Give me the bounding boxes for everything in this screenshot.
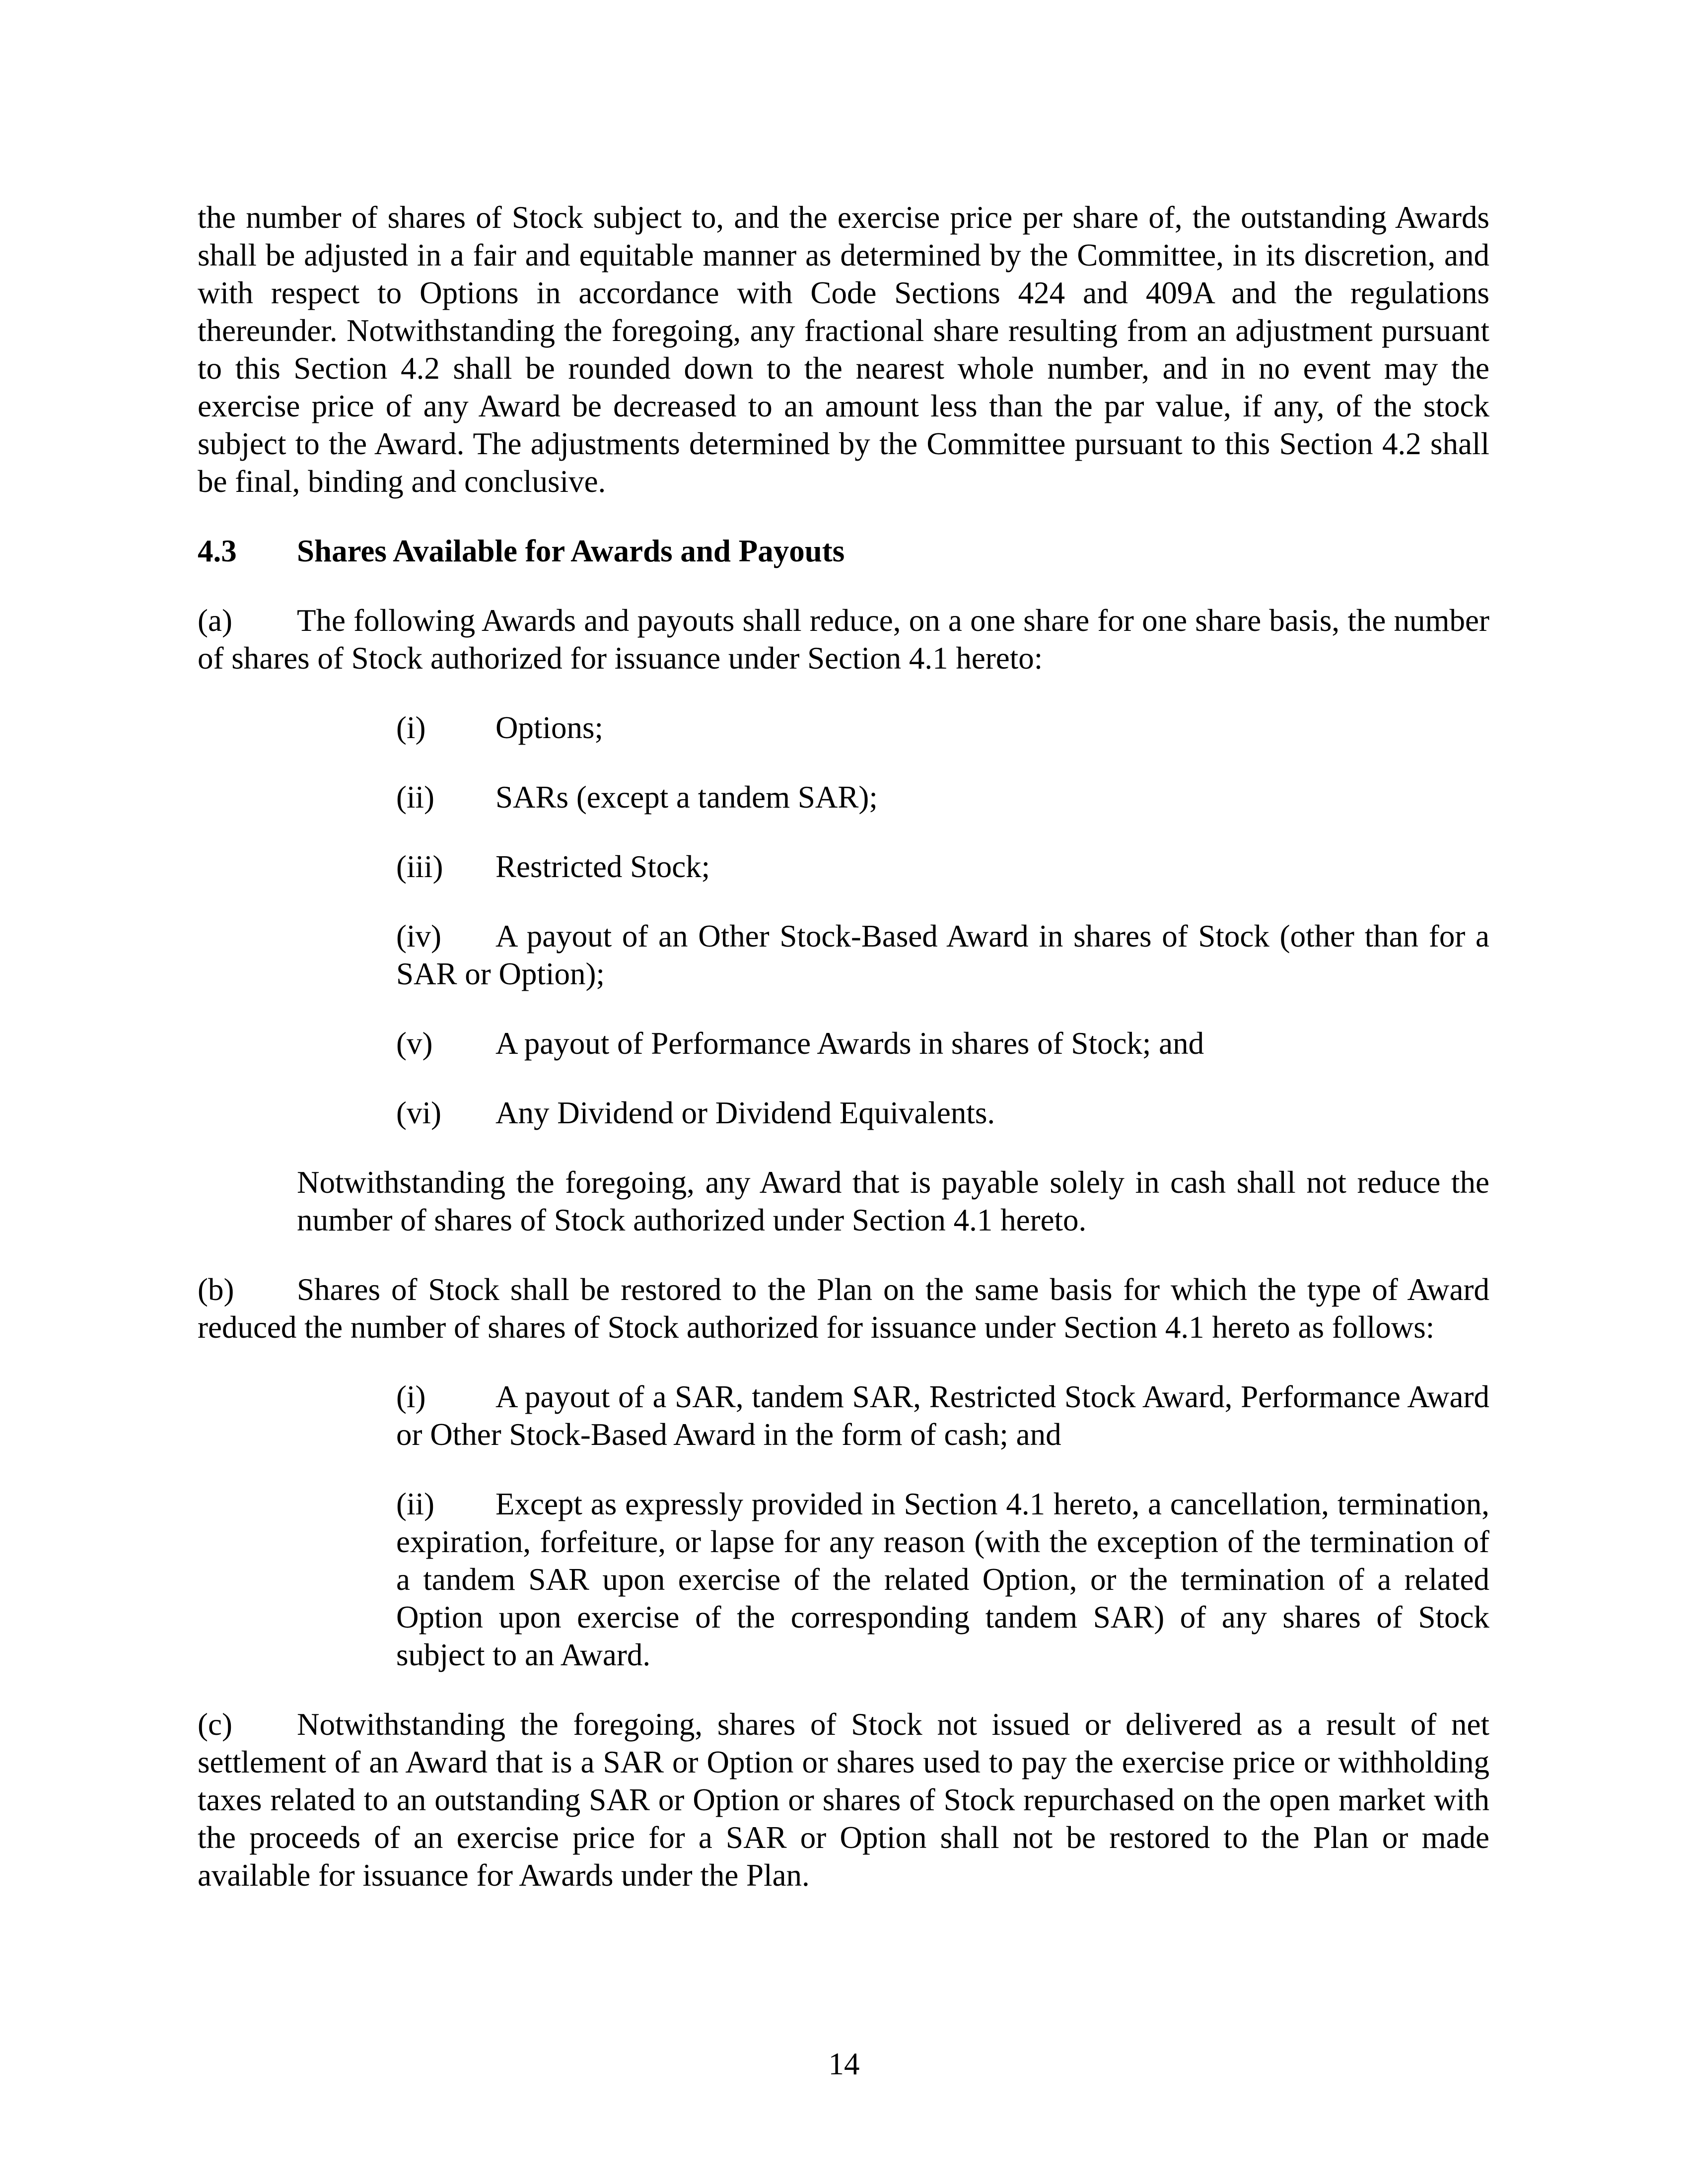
clause-a-item (396, 917, 1489, 993)
clause-b-text: Shares of Stock shall be restored to the Plan on the same basis for which the type of Award reduced the number of shares of Stock authorized for issuance under Section 4.1 hereto as follows: (198, 1272, 1489, 1345)
clause-b-label: (b) (198, 1272, 234, 1307)
item-label: (ii) (396, 1487, 434, 1521)
page-number: 14 (828, 2047, 860, 2081)
item-label: (iii) (396, 849, 443, 884)
opening-paragraph: the number of shares of Stock subject to, and the exercise price per share of, the outstanding Awards shall be adjusted in a fair and equitable manner as determined by the Committee, in its discretion, and with respect to Options in accordance with Code Sections 424 and 409A and the regulations thereunder. Notwithstanding the foregoing, any fractional share resulting from an adjustment pursuant to this Section 4.2 shall be rounded down to the nearest whole number, and in no event may the exercise price of any Award be decreased to an amount less than the par value, if any, of the stock subject to the Award. The adjustments determined by the Committee pursuant to this Section 4.2 shall be final, binding and conclusive. (198, 200, 1489, 499)
item-text: A payout of a SAR, tandem SAR, Restricted Stock Award, Performance Award or Other Stock-Based Award in the form of cash; and (396, 1379, 1489, 1452)
item-text: Except as expressly provided in Section 4.1 hereto, a cancellation, termination, expiration, forfeiture, or lapse for any reason (with the exception of the termination of a tandem SAR upon exercise of the related Option, or the termination of a related Option upon exercise of the corresponding tandem SAR) of any shares of Stock subject to an Award. (396, 1487, 1489, 1672)
item-text: A payout of an Other Stock-Based Award in shares of Stock (other than for a SAR or Option); (396, 919, 1489, 991)
section-heading (198, 532, 1489, 570)
clause-c (198, 1706, 1489, 1894)
clause-a-item (396, 1094, 1489, 1132)
clause-a (198, 602, 1489, 677)
document-body (198, 199, 1489, 1926)
clause-a-note: Notwithstanding the foregoing, any Award that is payable solely in cash shall not reduce the number of shares of Stock authorized under Section 4.1 hereto. (297, 1165, 1489, 1237)
section-number: 4.3 (198, 534, 237, 568)
item-text: Options; (495, 710, 604, 745)
item-label: (ii) (396, 780, 434, 815)
clause-c-label: (c) (198, 1707, 232, 1742)
item-text: Restricted Stock; (495, 849, 710, 884)
clause-a-item (396, 778, 1489, 816)
item-label: (i) (396, 1379, 426, 1414)
item-label: (i) (396, 710, 426, 745)
item-label: (iv) (396, 919, 441, 954)
item-text: A payout of Performance Awards in shares of Stock; and (495, 1026, 1204, 1061)
clause-a-item (396, 848, 1489, 886)
clause-b (198, 1271, 1489, 1346)
item-text: SARs (except a tandem SAR); (495, 780, 878, 815)
clause-a-item (396, 709, 1489, 747)
clause-a-item (396, 1024, 1489, 1062)
clause-b-item (396, 1485, 1489, 1674)
clause-b-item (396, 1378, 1489, 1453)
clause-a-text: The following Awards and payouts shall reduce, on a one share for one share basis, the number of shares of Stock authorized for issuance under Section 4.1 hereto: (198, 603, 1489, 676)
item-text: Any Dividend or Dividend Equivalents. (495, 1095, 995, 1130)
item-label: (v) (396, 1026, 433, 1061)
section-title: Shares Available for Awards and Payouts (297, 534, 845, 568)
item-label: (vi) (396, 1095, 441, 1130)
clause-a-label: (a) (198, 603, 232, 638)
clause-c-text: Notwithstanding the foregoing, shares of Stock not issued or delivered as a result of net settlement of an Award that is a SAR or Option or shares used to pay the exercise price or withholding taxes related to an outstanding SAR or Option or shares of Stock repurchased on the open market with the proceeds of an exercise price for a SAR or Option shall not be restored to the Plan or made available for issuance for Awards under the Plan. (198, 1707, 1489, 1893)
